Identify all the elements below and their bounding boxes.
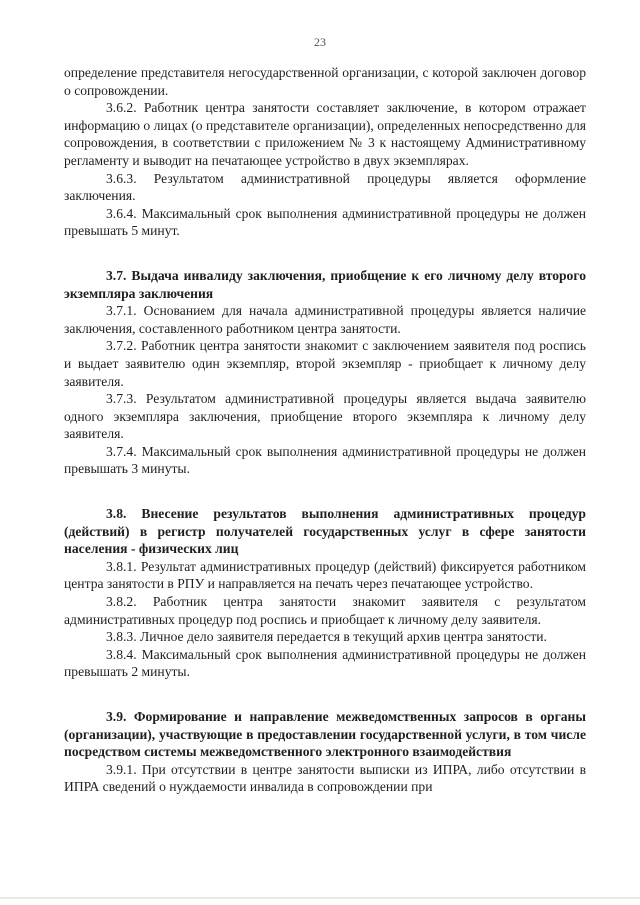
section-heading-3-8: 3.8. Внесение результатов выполнения административных процедур (действий) в регистр получателей государственных услуг в сфере занятости населения - физических лиц [64, 506, 586, 557]
paragraph: 3.6.4. Максимальный срок выполнения административной процедуры не должен превышать 5 минут. [64, 205, 586, 239]
section-heading-3-7: 3.7. Выдача инвалиду заключения, приобщение к его личному делу второго экземпляра заключения [64, 267, 586, 301]
paragraph: 3.8.1. Результат административных процедур (действий) фиксируется работником центра занятости в РПУ и направляется на печать через печатающее устройство. [64, 558, 586, 592]
paragraph: 3.8.3. Личное дело заявителя передается в текущий архив центра занятости. [106, 629, 547, 645]
paragraph: 3.7.4. Максимальный срок выполнения административной процедуры не должен превышать 3 минуты. [64, 443, 586, 477]
paragraph: 3.8.4. Максимальный срок выполнения административной процедуры не должен превышать 2 минуты. [64, 646, 586, 680]
paragraph: 3.7.2. Работник центра занятости знакомит с заключением заявителя под роспись и выдает заявителю один экземпляр, второй экземпляр - приобщает к личному делу заявителя. [64, 338, 586, 389]
paragraph: 3.8.2. Работник центра занятости знакомит заявителя с результатом административных процедур под роспись и приобщает к личному делу заявителя. [64, 594, 586, 627]
paragraph: 3.6.2. Работник центра занятости составляет заключение, в котором отражает информацию о лицах (о представителе организации), определенных непосредственно для сопровождения, в соответствии с приложением № 3 к настоящему Административному регламенту и выводит на печатающее устройство в двух экземплярах. [64, 100, 586, 168]
paragraph: определение представителя негосударственной организации, с которой заключен договор о сопровождении. [64, 65, 586, 98]
paragraph: 3.7.3. Результатом административной процедуры является выдача заявителю одного экземпляра заключения, приобщение второго экземпляра к личному делу заявителя. [64, 391, 586, 442]
page-number: 23 [314, 35, 326, 49]
page-bottom-edge [0, 897, 640, 899]
paragraph: 3.6.3. Результатом административной процедуры является оформление заключения. [64, 170, 586, 204]
document-body [64, 64, 586, 796]
section-heading-3-9: 3.9. Формирование и направление межведомственных запросов в органы (организации), участвующие в предоставлении государственной услуги, в том числе посредством системы межведомственного электронного взаимодействия [64, 709, 586, 760]
paragraph: 3.7.1. Основанием для начала административной процедуры является наличие заключения, составленного работником центра занятости. [64, 303, 586, 336]
paragraph: 3.9.1. При отсутствии в центре занятости выписки из ИПРА, либо отсутствии в ИПРА сведений о нуждаемости инвалида в сопровождении при [64, 761, 586, 795]
